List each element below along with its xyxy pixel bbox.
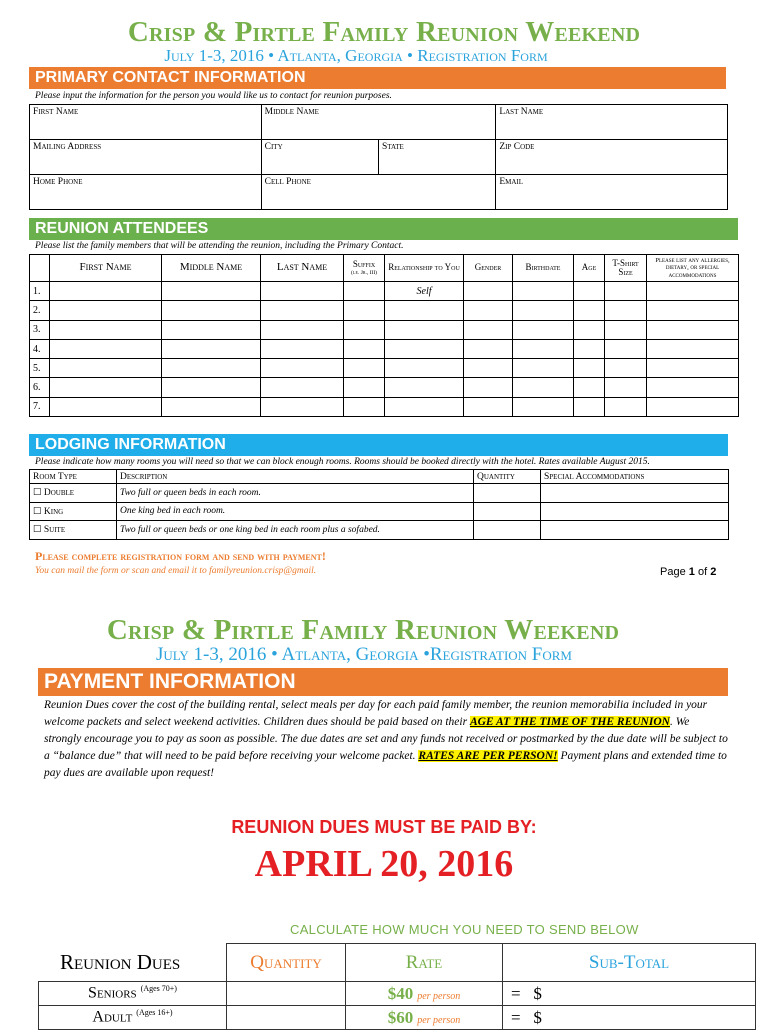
seniors-rate-unit: per person	[417, 990, 461, 1002]
room-description: Two full or queen beds or one king bed in each room plus a sofabed.	[117, 521, 474, 540]
seniors-rate: $40	[387, 983, 414, 1003]
last-name-field[interactable]: Last Name	[496, 105, 728, 140]
cell-phone-field[interactable]: Cell Phone	[261, 175, 496, 210]
page-of: of	[697, 566, 708, 578]
room-double-checkbox[interactable]: ☐ Double	[30, 484, 117, 503]
table-row	[39, 1006, 756, 1030]
col-middle-name: Middle Name	[162, 255, 261, 282]
row-number: 3.	[30, 320, 50, 339]
page-prefix: Page	[660, 566, 686, 578]
attendees-section-header: REUNION ATTENDEES	[29, 218, 738, 240]
col-gender: Gender	[464, 255, 513, 282]
adult-equals: =	[511, 1007, 521, 1027]
contact-note: Please input the information for the person you would like us to contact for reunion purposes.	[35, 91, 392, 101]
col-tshirt: T-Shirt Size	[605, 255, 647, 282]
home-phone-field[interactable]: Home Phone	[30, 175, 262, 210]
first-name-field[interactable]: First Name	[30, 105, 262, 140]
col-birthdate: Birthdate	[513, 255, 574, 282]
seniors-dollar: $	[533, 983, 542, 1003]
row-number: 6.	[30, 378, 50, 397]
row-number: 4.	[30, 339, 50, 358]
seniors-quantity-input[interactable]	[227, 982, 346, 1006]
contact-section-header: PRIMARY CONTACT INFORMATION	[29, 67, 726, 89]
attendees-note: Please list the family members that will be attending the reunion, including the Primary Contact.	[35, 241, 404, 251]
adult-quantity-input[interactable]	[227, 1006, 346, 1030]
dues-rows-table	[38, 981, 756, 1030]
middle-name-field[interactable]: Middle Name	[261, 105, 496, 140]
table-row	[30, 521, 729, 540]
col-special-accommodations: Special Accommodations	[541, 470, 729, 484]
page-number	[660, 566, 716, 578]
col-quantity-header: Quantity	[227, 944, 346, 982]
seniors-ages: (Ages 70+)	[140, 984, 177, 994]
email-field[interactable]: Email	[496, 175, 728, 210]
table-row	[30, 378, 739, 397]
room-suite-checkbox[interactable]: ☐ Suite	[30, 521, 117, 540]
state-field[interactable]: State	[378, 140, 495, 175]
room-description: One king bed in each room.	[117, 502, 474, 521]
dues-header-label: Reunion Dues	[60, 950, 181, 974]
payment-section-header: PAYMENT INFORMATION	[38, 668, 728, 696]
table-row	[30, 502, 729, 521]
payment-text-1: Reunion Dues cover the cost of the building rental, select meals per day for each paid family member, the reunion memorabilia included in your welcome packets and select weekend activities. Children dues should be paid based on their	[44, 699, 708, 728]
row-number: 7.	[30, 397, 50, 416]
table-row	[30, 397, 739, 416]
table-row	[30, 301, 739, 320]
row-number: 5.	[30, 359, 50, 378]
dues-table	[226, 943, 756, 982]
page1-subtitle: July 1-3, 2016 • Atlanta, Georgia • Registration Form	[164, 46, 548, 65]
col-quantity: Quantity	[474, 470, 541, 484]
seniors-equals: =	[511, 983, 521, 1003]
col-rate-header: Rate	[346, 944, 503, 982]
lodging-section-header: LODGING INFORMATION	[29, 434, 728, 456]
col-subtotal-header: Sub-Total	[503, 944, 756, 982]
seniors-label: Seniors	[88, 984, 137, 1002]
table-row	[39, 982, 756, 1006]
table-row	[30, 320, 739, 339]
adult-subtotal[interactable]	[503, 1006, 756, 1030]
zip-code-field[interactable]: Zip Code	[496, 140, 728, 175]
col-allergies: Please list any allergies, dietary, or special accommodations	[647, 255, 739, 282]
adult-dollar: $	[533, 1007, 542, 1027]
col-first-name: First Name	[50, 255, 162, 282]
page-current: 1	[688, 566, 695, 578]
col-room-type: Room Type	[30, 470, 117, 484]
payment-text-2: . We strongly encourage you to pay as soon as possible. The due dates are set and any funds not received or postmarked by the due date will be subject to a “balance due” that will need to be paid before receiving your welcome packet.	[44, 716, 728, 762]
calculate-instructions: CALCULATE HOW MUCH YOU NEED TO SEND BELOW	[290, 922, 639, 937]
room-description: Two full or queen beds in each room.	[117, 484, 474, 503]
due-date: APRIL 20, 2016	[254, 843, 514, 885]
page1-title: Crisp & Pirtle Family Reunion Weekend	[127, 16, 641, 48]
table-row	[30, 339, 739, 358]
city-field[interactable]: City	[261, 140, 378, 175]
page2-subtitle: July 1-3, 2016 • Atlanta, Georgia •Registration Form	[156, 644, 572, 665]
mailing-address-field[interactable]: Mailing Address	[30, 140, 262, 175]
lodging-note: Please indicate how many rooms you will need so that we can block enough rooms. Rooms should be booked directly with the hotel. Rates available August 2015.	[35, 457, 650, 467]
col-description: Description	[117, 470, 474, 484]
complete-instructions: Please complete registration form and send with payment!	[35, 549, 326, 563]
mail-note: You can mail the form or scan and email it to familyreunion.crisp@gmail.	[35, 566, 317, 576]
rates-highlight: RATES ARE PER PERSON!	[418, 750, 558, 762]
seniors-subtotal[interactable]	[503, 982, 756, 1006]
adult-label: Adult	[92, 1008, 133, 1026]
attendees-table	[29, 254, 739, 417]
col-last-name: Last Name	[261, 255, 344, 282]
row-number: 1.	[30, 282, 50, 301]
col-suffix-hint: (i.e. Jr., III)	[351, 269, 377, 276]
room-king-checkbox[interactable]: ☐ King	[30, 502, 117, 521]
payment-text-3: Payment plans and extended time to pay dues are available upon request!	[44, 750, 727, 779]
dues-deadline-label: REUNION DUES MUST BE PAID BY:	[231, 817, 537, 837]
contact-table	[29, 104, 728, 210]
age-highlight: AGE AT THE TIME OF THE REUNION	[469, 716, 670, 728]
adult-ages: (Ages 16+)	[136, 1008, 173, 1018]
row-number: 2.	[30, 301, 50, 320]
relationship-self: Self	[385, 282, 464, 301]
col-suffix-label: Suffix	[352, 259, 376, 270]
page2-title: Crisp & Pirtle Family Reunion Weekend	[106, 614, 620, 646]
lodging-table	[29, 469, 729, 540]
col-suffix	[344, 255, 385, 282]
table-row	[30, 282, 739, 301]
col-relationship: Relationship to You	[385, 255, 464, 282]
col-age: Age	[574, 255, 605, 282]
page-total: 2	[710, 566, 717, 578]
adult-rate-unit: per person	[417, 1014, 461, 1026]
table-row	[30, 359, 739, 378]
payment-paragraph	[44, 697, 728, 782]
table-row	[30, 484, 729, 503]
adult-rate: $60	[387, 1007, 414, 1027]
